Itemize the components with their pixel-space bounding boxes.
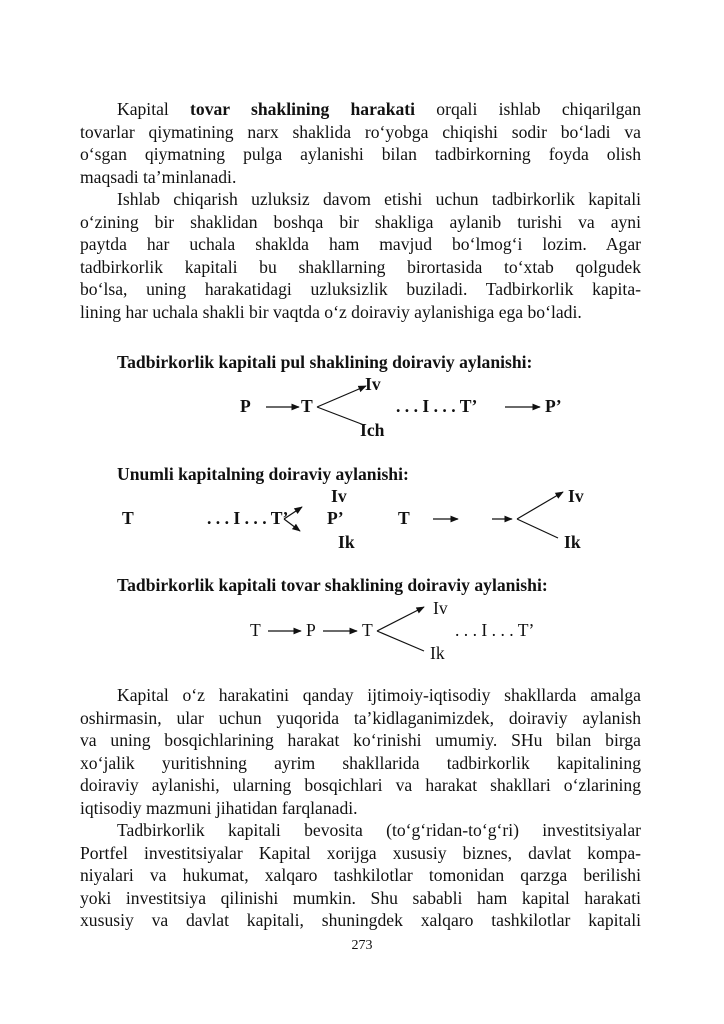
diagram-3-heading: Tadbirkorlik kapitali tovar shaklining doiraviy aylanishi: <box>117 575 548 595</box>
diagram-1-arrow-to-iv <box>317 386 366 407</box>
diagram-2-ik-right-label: Ik <box>564 532 581 552</box>
diagram-2-arrow-to-iv-right <box>517 492 563 519</box>
paragraph-4 <box>80 819 641 932</box>
diagram-1-p-label: P <box>240 396 251 416</box>
diagram-1-sequence-label: . . . I . . . T’ <box>396 396 478 416</box>
paragraph-2-line: Ishlab chiqarish uzluksiz davom etishi uchun tadbirkorlik kapitali <box>117 189 641 209</box>
paragraph-3-line: oshirmasin, ular uchun yuqorida ta’kidlaganimizdek, doiraviy aylanish <box>80 707 641 728</box>
bold-term: tovar shaklining harakati <box>190 99 416 119</box>
diagram-2-arrow-to-p <box>284 507 302 519</box>
diagram-2-t-label: T <box>122 508 134 528</box>
paragraph-3-line: xo‘jalik yuritishning ayrim shakllarida tadbirkorlik kapitalining <box>80 752 641 773</box>
diagram-2-iv-right-label: Iv <box>568 486 584 506</box>
diagram-1-iv-label: Iv <box>365 374 381 394</box>
paragraph-3-line: Kapital o‘z harakatini qanday ijtimoiy-iqtisodiy shakllarda amalga <box>117 685 641 705</box>
diagram-2-arrow-to-ik <box>284 519 300 531</box>
diagram-3-iv-label: Iv <box>433 598 448 618</box>
paragraph-2-line: tadbirkorlik kapitali bu shakllarning birortasida to‘xtab qolgudek <box>80 256 641 277</box>
paragraph-1-line-3: o‘sgan qiymatning pulga aylanishi bilan tadbirkorning foyda olish <box>80 144 641 164</box>
paragraph-2-line: bo‘lsa, uning harakatidagi uzluksizlik buziladi. Tadbirkorlik kapita- <box>80 279 641 299</box>
page-number: 273 <box>351 938 373 953</box>
paragraph-2-line: o‘zining bir shaklidan boshqa bir shakliga aylanib turishi va ayni <box>80 211 641 232</box>
diagram-3-t-label: T <box>250 620 261 640</box>
paragraph-4-line: Tadbirkorlik kapitali bevosita (to‘g‘ridan-to‘g‘ri) investitsiyalar <box>117 820 641 840</box>
diagram-2-heading: Unumli kapitalning doiraviy aylanishi: <box>117 464 409 484</box>
diagram-2-p-prime-label: P’ <box>327 508 344 528</box>
paragraph-4-line: Portfel investitsiyalar Kapital xorijga xususiy biznes, davlat kompa- <box>80 842 641 863</box>
paragraph-1-line-4: maqsadi ta’minlanadi. <box>80 166 237 187</box>
diagram-2-iv-label: Iv <box>331 486 347 506</box>
diagram-3-ik-label: Ik <box>430 643 445 663</box>
diagram-3-sequence-label: . . . I . . . T’ <box>455 620 535 640</box>
diagram-1-heading: Tadbirkorlik kapitali pul shaklining doiraviy aylanishi: <box>117 352 533 372</box>
diagram-3-t-second-label: T <box>362 620 373 640</box>
paragraph-3 <box>80 684 641 819</box>
paragraph-2-line: lining har uchala shakli bir vaqtda o‘z doiraviy aylanishiga ega bo‘ladi. <box>80 301 582 322</box>
diagram-2-t-second-label: T <box>398 508 410 528</box>
paragraph-3-line: iqtisodiy mazmuni jihatidan farqlanadi. <box>80 797 358 818</box>
diagram-1-line-to-ich <box>317 407 364 425</box>
paragraph-3-line: doiraviy aylanishi, ularning bosqichlari va harakat shakllari o‘zlarining <box>80 775 641 795</box>
diagram-3-p-label: P <box>306 620 316 640</box>
text-span: Kapital <box>117 99 191 119</box>
diagram-3-arrow-to-iv <box>377 607 424 631</box>
diagram-2-line-to-ik-right <box>517 519 558 538</box>
paragraph-4-line: xususiy va davlat kapitali, shuningdek xalqaro tashkilotlar kapitali <box>80 910 641 930</box>
paragraph-2-line: paytda har uchala shaklda ham mavjud bo‘lmog‘i lozim. Agar <box>80 234 641 254</box>
diagram-3-line-to-ik <box>377 631 424 651</box>
paragraph-1-line-2: tovarlar qiymatining narx shaklida ro‘yobga chiqishi sodir bo‘ladi va <box>80 121 641 142</box>
diagram-1-t-label: T <box>301 396 313 416</box>
text-span: orqali ishlab chiqarilgan <box>415 99 641 119</box>
diagram-1-ich-label: Ich <box>360 420 385 440</box>
paragraph-4-line: niyalari va hukumat, xalqaro tashkilotlar tomonidan qarzga berilishi <box>80 865 641 885</box>
diagram-1-p-prime-label: P’ <box>545 396 562 416</box>
paragraph-4-line: yoki investitsiya qilinishi mumkin. Shu sababli ham kapital harakati <box>80 887 641 908</box>
diagram-2-sequence-label: . . . I . . . T’ <box>207 508 289 528</box>
paragraph-3-line: va uning bosqichlarining harakat ko‘rinishi umumiy. SHu bilan birga <box>80 730 641 750</box>
diagram-2-ik-label: Ik <box>338 532 355 552</box>
